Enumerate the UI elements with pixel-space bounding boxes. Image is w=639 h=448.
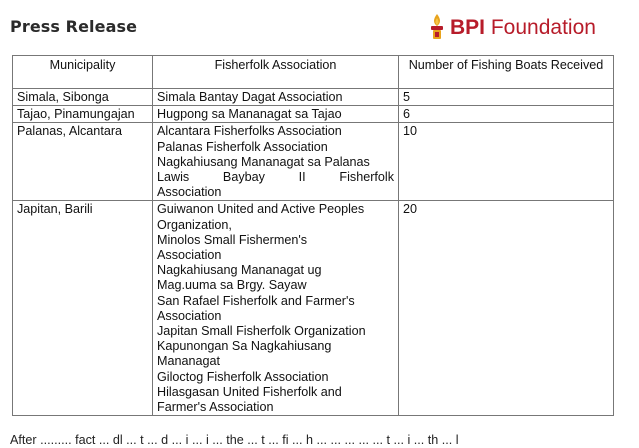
association-name: Japitan Small Fisherfolk Organization bbox=[157, 324, 366, 339]
logo-wordmark bbox=[450, 17, 596, 38]
association-name: Farmer's Association bbox=[157, 400, 274, 415]
association-name: Giloctog Fisherfolk Association bbox=[157, 369, 329, 384]
header-municipality: Municipality bbox=[13, 56, 153, 89]
cell-associations bbox=[153, 89, 399, 106]
bpi-foundation-logo bbox=[428, 11, 596, 43]
association-name: Alcantara Fisherfolks Association bbox=[157, 124, 342, 139]
association-name: Kapunongan Sa Nagkahiusang bbox=[157, 339, 332, 354]
cell-municipality: Palanas, Alcantara bbox=[13, 123, 153, 201]
association-name: Mag.uuma sa Brgy. Sayaw bbox=[157, 278, 307, 293]
cell-associations bbox=[153, 106, 399, 123]
table-row bbox=[13, 106, 614, 123]
association-name: Hugpong sa Mananagat sa Tajao bbox=[157, 107, 342, 122]
association-name: Nagkahiusang Mananagat ug bbox=[157, 263, 322, 278]
association-name: Organization, bbox=[157, 217, 232, 232]
association-name: San Rafael Fisherfolk and Farmer's bbox=[157, 293, 355, 308]
table-header-row bbox=[13, 56, 614, 89]
association-name: Nagkahiusang Mananagat sa Palanas bbox=[157, 154, 370, 169]
cell-boats: 6 bbox=[399, 106, 614, 123]
logo-name: Foundation bbox=[490, 15, 596, 39]
cell-municipality: Japitan, Barili bbox=[13, 201, 153, 416]
association-name: Lawis Baybay II Fisherfolk bbox=[157, 170, 394, 185]
table-row bbox=[13, 89, 614, 106]
association-name: Association bbox=[157, 308, 222, 323]
table-row bbox=[13, 123, 614, 201]
association-name: Simala Bantay Dagat Association bbox=[157, 90, 343, 104]
logo-brand: BPI bbox=[450, 15, 486, 39]
cell-boats: 10 bbox=[399, 123, 614, 201]
cell-associations bbox=[153, 201, 399, 416]
association-name: Minolos Small Fishermen's bbox=[157, 232, 308, 247]
table-row bbox=[13, 201, 614, 416]
cut-off-paragraph: After ......... fact ... dl ... t ... d ... i ... i ... the ... t ... fi ... h ... ... ... ... ... t ... i ... th ... l bbox=[10, 433, 459, 447]
association-name: Guiwanon United and Active Peoples bbox=[157, 202, 365, 217]
association-name: Association bbox=[157, 248, 222, 263]
bpi-torch-logo-icon bbox=[428, 13, 446, 41]
fishing-boats-table bbox=[12, 55, 614, 416]
cell-municipality: Simala, Sibonga bbox=[13, 89, 153, 106]
header-boats: Number of Fishing Boats Received bbox=[399, 56, 614, 89]
association-name: Hilasgasan United Fisherfolk and bbox=[157, 384, 342, 399]
association-name: Palanas Fisherfolk Association bbox=[157, 139, 328, 154]
cell-boats: 20 bbox=[399, 201, 614, 416]
page-title: Press Release bbox=[10, 17, 138, 36]
association-name: Association bbox=[157, 185, 222, 200]
cell-boats: 5 bbox=[399, 89, 614, 106]
page-header bbox=[0, 0, 639, 52]
cell-associations bbox=[153, 123, 399, 201]
association-name: Mananagat bbox=[157, 354, 221, 369]
cell-municipality: Tajao, Pinamungajan bbox=[13, 106, 153, 123]
header-association: Fisherfolk Association bbox=[153, 56, 399, 89]
